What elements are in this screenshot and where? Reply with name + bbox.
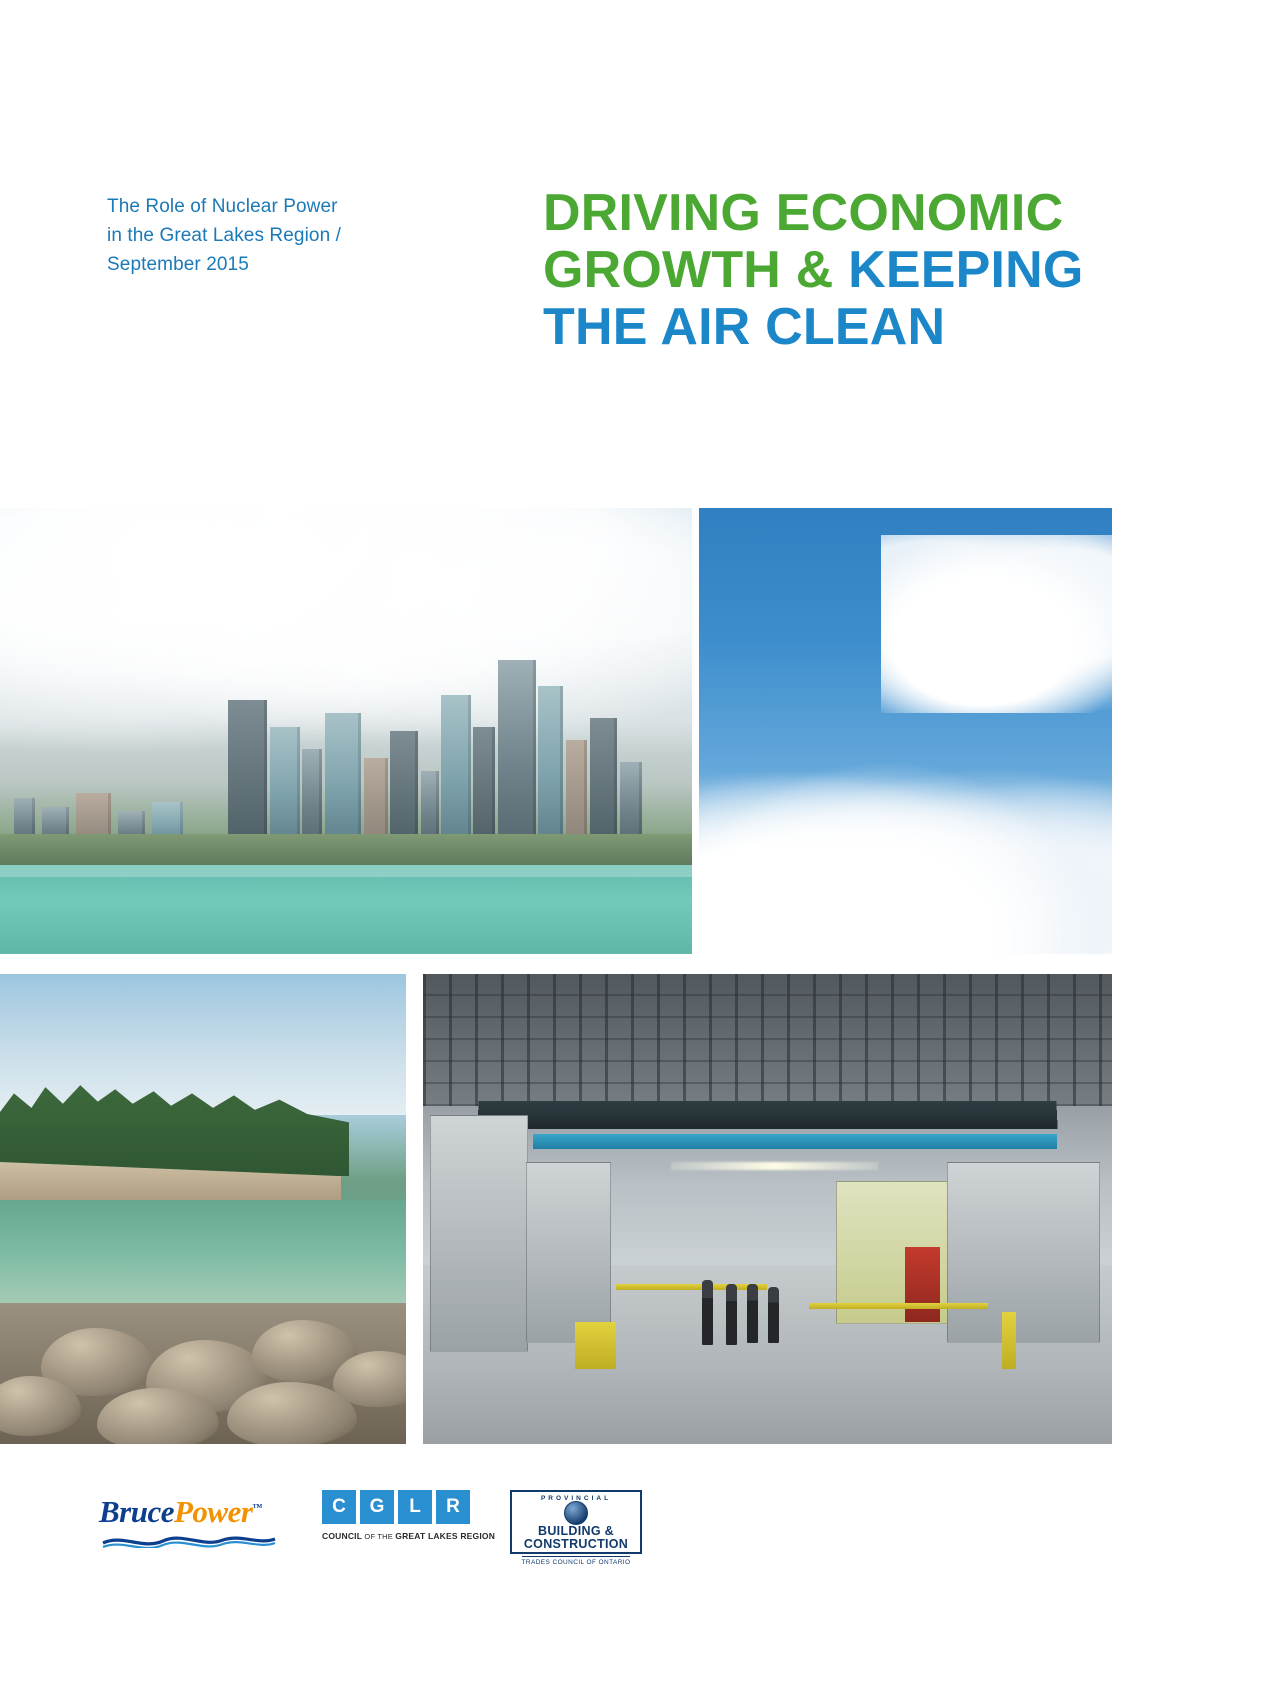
building: [590, 718, 618, 847]
city-water: [0, 865, 692, 954]
cglr-caption-part-1: COUNCIL: [322, 1531, 363, 1541]
cloud-upper: [881, 535, 1112, 713]
shore-sky: [0, 974, 406, 1115]
bruce-word: Bruce: [99, 1494, 174, 1529]
cglr-letter-row: [322, 1490, 472, 1524]
building: [390, 731, 418, 847]
cglr-letter-l: L: [398, 1490, 432, 1524]
title-text-keeping: KEEPING: [848, 241, 1084, 299]
safety-rail: [809, 1303, 988, 1309]
building: [302, 749, 323, 847]
safety-post: [1002, 1312, 1016, 1368]
building: [538, 686, 563, 847]
photo-city-skyline: [0, 508, 692, 954]
logo-bruce-power[interactable]: [99, 1494, 279, 1552]
cover-subtitle: [107, 192, 407, 279]
cglr-letter-c: C: [322, 1490, 356, 1524]
cglr-caption-part-2: OF THE: [362, 1532, 396, 1541]
machine-left-bank: [430, 1115, 528, 1352]
cloud-lower-bank: [699, 749, 1112, 954]
cglr-caption-part-3: GREAT LAKES REGION: [395, 1531, 496, 1541]
machine-left-2: [526, 1162, 611, 1343]
title-line-1: [543, 185, 1143, 242]
bct-line-2: CONSTRUCTION: [523, 1537, 629, 1551]
globe-icon: [564, 1501, 588, 1525]
power-word: Power: [174, 1494, 253, 1529]
machine-right-bank: [947, 1162, 1101, 1343]
building: [270, 727, 300, 847]
bct-arc-text: PROVINCIAL: [540, 1495, 612, 1502]
photo-shoreline: [0, 974, 406, 1444]
logo-cglr[interactable]: [322, 1490, 496, 1556]
title-text-growth-and: GROWTH &: [543, 241, 849, 299]
logo-building-trades-council[interactable]: [510, 1490, 642, 1566]
subtitle-line-2: in the Great Lakes Region /: [107, 225, 342, 246]
title-line-2: [543, 242, 1143, 299]
title-text-driving-economic: DRIVING ECONOMIC: [543, 184, 1064, 242]
building: [228, 700, 267, 847]
building: [498, 660, 535, 847]
building: [566, 740, 587, 847]
building: [473, 727, 495, 847]
title-line-3: [543, 299, 1143, 356]
red-cabinet: [905, 1247, 939, 1322]
safety-post: [575, 1322, 616, 1369]
title-text-the-air-clean: THE AIR CLEAN: [543, 298, 946, 356]
page-title: [543, 185, 1143, 356]
cglr-letter-r: R: [436, 1490, 470, 1524]
overhead-crane: [477, 1101, 1057, 1129]
safety-rail: [616, 1284, 768, 1290]
worker: [702, 1280, 713, 1346]
factory-ceiling-trusses: [423, 974, 1112, 1106]
bruce-power-wordmark: [99, 1494, 279, 1530]
shore-rock-field: [0, 1303, 406, 1444]
building: [441, 695, 470, 847]
subtitle-line-3: September 2015: [107, 254, 249, 275]
subtitle-line-1: The Role of Nuclear Power: [107, 196, 338, 217]
bruce-wave-icon: [101, 1534, 277, 1548]
worker: [747, 1284, 758, 1343]
cglr-letter-g: G: [360, 1490, 394, 1524]
city-shoreline: [0, 834, 692, 865]
ceiling-light-row: [671, 1162, 878, 1170]
worker: [768, 1287, 779, 1343]
logo-row: [0, 1490, 1275, 1580]
bct-line-1: BUILDING &: [538, 1524, 614, 1538]
photo-factory-interior: [423, 974, 1112, 1444]
bct-subtitle: TRADES COUNCIL OF ONTARIO: [522, 1556, 631, 1566]
worker: [726, 1284, 737, 1345]
photo-blue-sky: [699, 508, 1112, 954]
trademark-symbol: ™: [252, 1502, 262, 1514]
blue-crane-beam: [533, 1134, 1057, 1149]
cglr-caption: [322, 1531, 496, 1541]
building: [325, 713, 361, 847]
